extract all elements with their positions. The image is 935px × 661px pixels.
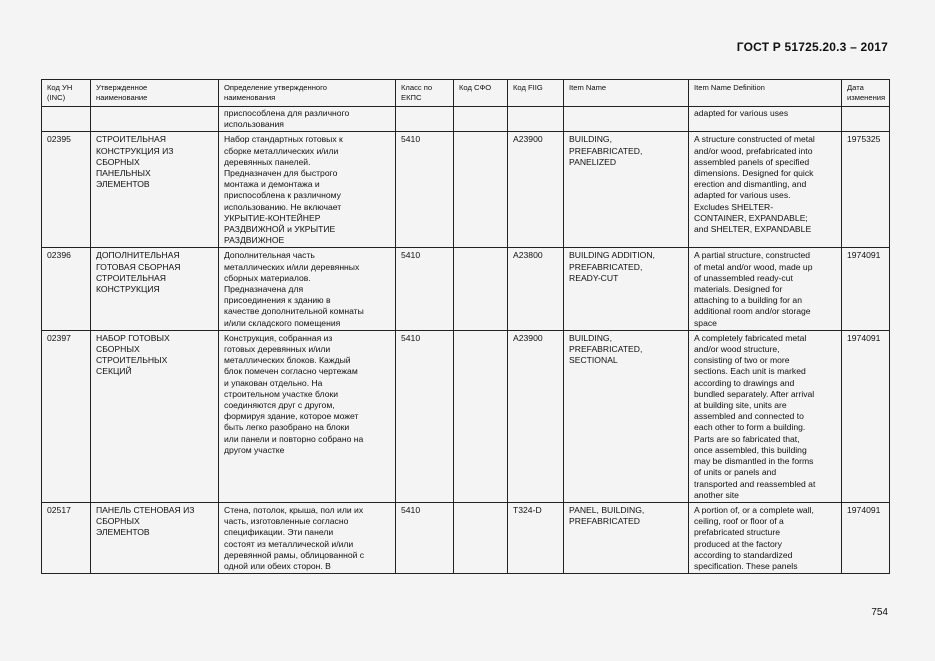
table-row (42, 502, 890, 573)
header-item-name: Item Name (564, 80, 689, 107)
cell-change-date: 1974091 (842, 330, 890, 502)
cell-fiig-code: A23800 (508, 248, 564, 330)
document-title: ГОСТ Р 51725.20.3 – 2017 (736, 40, 888, 54)
header-change-date: Дата изменения (842, 80, 890, 107)
cell-approved-name: ДОПОЛНИТЕЛЬНАЯ ГОТОВАЯ СБОРНАЯ СТРОИТЕЛЬНАЯ КОНСТРУКЦИЯ (91, 248, 219, 330)
table-row (42, 107, 890, 132)
cell-ekps-class: 5410 (396, 502, 454, 573)
cell-fiig-code: A23900 (508, 330, 564, 502)
cell-item-name-definition: A portion of, or a complete wall, ceiling, roof or floor of a prefabricated structure produced at the factory according to standardized specification. These panels (689, 502, 842, 573)
cell-item-name: BUILDING, PREFABRICATED, SECTIONAL (564, 330, 689, 502)
cell-definition: приспособлена для различного использования (219, 107, 396, 132)
specification-table (41, 79, 890, 574)
cell-item-name-definition: adapted for various uses (689, 107, 842, 132)
table-row (42, 248, 890, 330)
page-number: 754 (871, 607, 888, 618)
cell-fiig-code (508, 107, 564, 132)
cell-change-date: 1975325 (842, 132, 890, 248)
cell-ekps-class: 5410 (396, 330, 454, 502)
cell-inc-code (42, 107, 91, 132)
header-sfo-code: Код СФО (454, 80, 508, 107)
header-item-name-definition: Item Name Definition (689, 80, 842, 107)
cell-approved-name: ПАНЕЛЬ СТЕНОВАЯ ИЗ СБОРНЫХ ЭЛЕМЕНТОВ (91, 502, 219, 573)
cell-change-date (842, 107, 890, 132)
header-approved-name: Утвержденное наименование (91, 80, 219, 107)
header-inc-code: Код УН (INC) (42, 80, 91, 107)
cell-definition: Конструкция, собранная из готовых деревянных и/или металлических блоков. Каждый блок помечен согласно чертежам и упакован отдельно. На строительном участке блоки соединяются друг с другом, формируя здание, которое может быть легко разобрано на блоки или панели и повторно собрано на другом участке (219, 330, 396, 502)
cell-item-name: PANEL, BUILDING, PREFABRICATED (564, 502, 689, 573)
cell-sfo-code (454, 502, 508, 573)
cell-sfo-code (454, 330, 508, 502)
table-header-row (42, 80, 890, 107)
cell-ekps-class (396, 107, 454, 132)
cell-item-name-definition: A structure constructed of metal and/or wood, prefabricated into assembled panels of specified dimensions. Designed for quick erection and dismantling, and adapted for various uses. Excludes SHELTER- CONTAINER, EXPANDABLE; and SHELTER, EXPANDABLE (689, 132, 842, 248)
cell-fiig-code: T324-D (508, 502, 564, 573)
cell-change-date: 1974091 (842, 248, 890, 330)
cell-item-name: BUILDING, PREFABRICATED, PANELIZED (564, 132, 689, 248)
cell-ekps-class: 5410 (396, 132, 454, 248)
table-row (42, 132, 890, 248)
cell-inc-code: 02517 (42, 502, 91, 573)
cell-inc-code: 02395 (42, 132, 91, 248)
header-fiig-code: Код FIIG (508, 80, 564, 107)
cell-item-name (564, 107, 689, 132)
cell-item-name-definition: A partial structure, constructed of metal and/or wood, made up of unassembled ready-cut materials. Designed for attaching to a building for an additional room and/or storage space (689, 248, 842, 330)
cell-fiig-code: A23900 (508, 132, 564, 248)
cell-item-name: BUILDING ADDITION, PREFABRICATED, READY-CUT (564, 248, 689, 330)
cell-definition: Дополнительная часть металлических и/или деревянных сборных материалов. Предназначена для присоединения к зданию в качестве дополнительной комнаты и/или складского помещения (219, 248, 396, 330)
header-approved-name-definition: Определение утвержденного наименования (219, 80, 396, 107)
cell-inc-code: 02396 (42, 248, 91, 330)
table-row (42, 330, 890, 502)
cell-ekps-class: 5410 (396, 248, 454, 330)
cell-definition: Стена, потолок, крыша, пол или их часть, изготовленные согласно спецификации. Эти панели состоят из металлической и/или деревянной рамы, облицованной с одной или обеих сторон. В (219, 502, 396, 573)
header-ekps-class: Класс по ЕКПС (396, 80, 454, 107)
cell-sfo-code (454, 132, 508, 248)
cell-item-name-definition: A completely fabricated metal and/or wood structure, consisting of two or more sections. Each unit is marked according to drawings and bundled separately. After arrival at building site, units are assembled and connected to each other to form a building. Parts are so fabricated that, once assembled, this building may be dismantled in the forms of units or panels and transported and reassembled at another site (689, 330, 842, 502)
cell-sfo-code (454, 248, 508, 330)
cell-definition: Набор стандартных готовых к сборке металлических и/или деревянных панелей. Предназначен для быстрого монтажа и демонтажа и приспособлена к различному использованию. Не включает УКРЫТИЕ-КОНТЕЙНЕР РАЗДВИЖНОЙ и УКРЫТИЕ РАЗДВИЖНОЕ (219, 132, 396, 248)
cell-sfo-code (454, 107, 508, 132)
cell-change-date: 1974091 (842, 502, 890, 573)
cell-approved-name: НАБОР ГОТОВЫХ СБОРНЫХ СТРОИТЕЛЬНЫХ СЕКЦИЙ (91, 330, 219, 502)
cell-approved-name: СТРОИТЕЛЬНАЯ КОНСТРУКЦИЯ ИЗ СБОРНЫХ ПАНЕЛЬНЫХ ЭЛЕМЕНТОВ (91, 132, 219, 248)
cell-approved-name (91, 107, 219, 132)
cell-inc-code: 02397 (42, 330, 91, 502)
